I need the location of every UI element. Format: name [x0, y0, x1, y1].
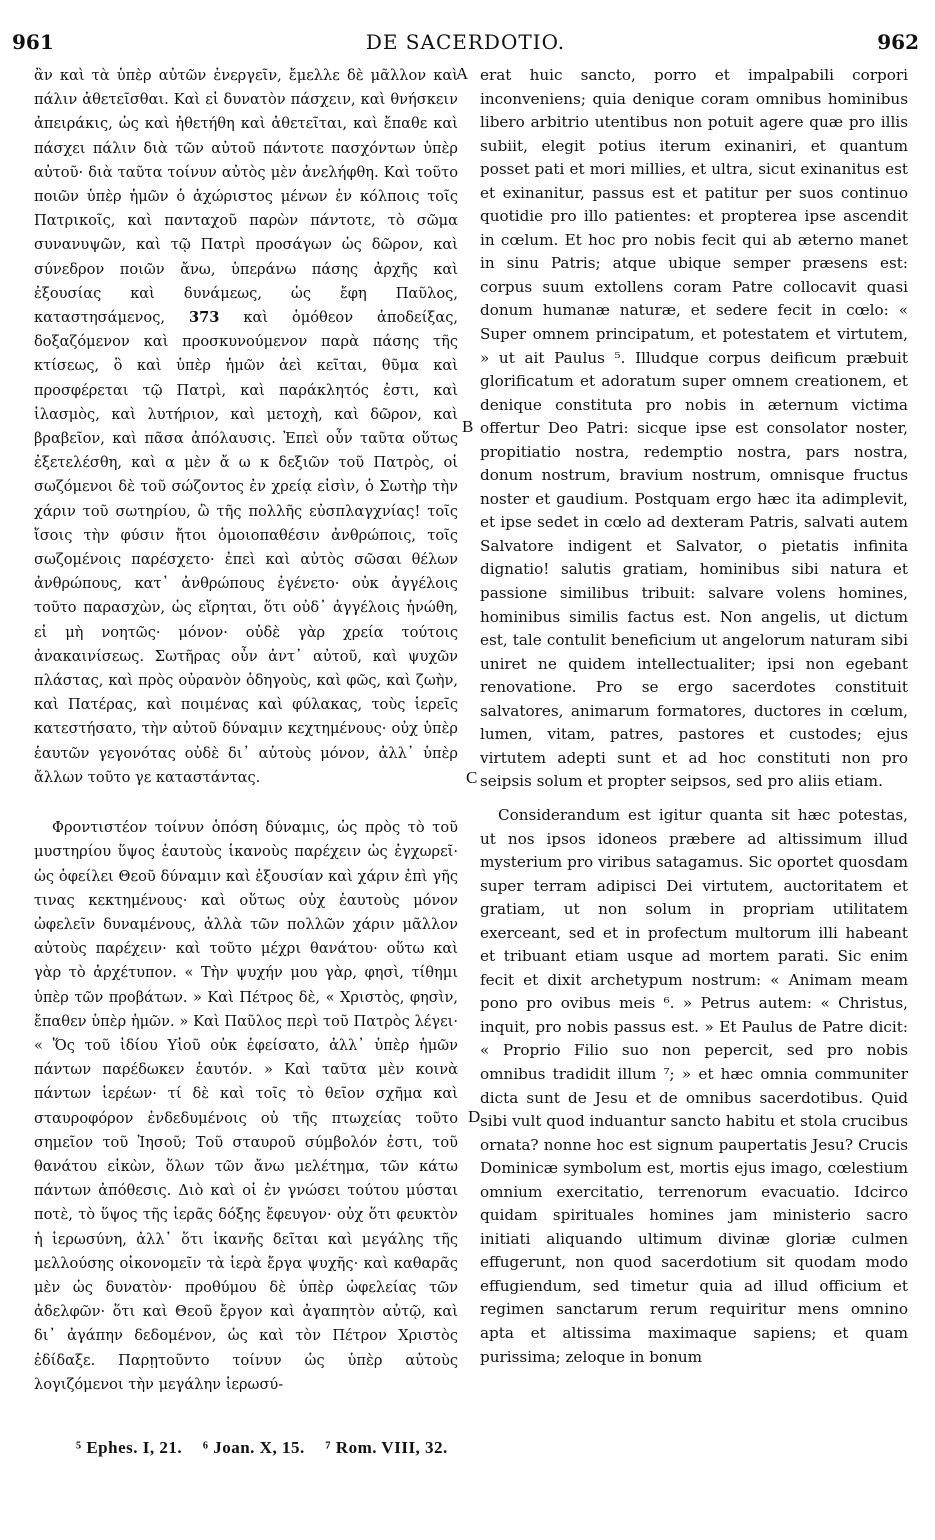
greek-column [34, 64, 458, 1397]
page-number-right: 962 [877, 30, 919, 54]
running-header [8, 30, 923, 60]
latin-paragraph-1: erat huic sancto, porro et impalpabili corpori inconveniens; quia denique coram omnibus hominibus libero arbitrio utentibus non potuit agere quæ pro illis subiit, elegit potius iterum exinaniri, et quantum posset pati et mori millies, et ultra, sicut exinanitus est et exinanitur, passus est et patitur per suos continuo quotidie pro illo patientes: et propterea ipse ascendit in cœlum. Et hoc pro nobis fecit qui ab æterno manet in sinu Patris; atque ubique semper præsens est: corpus suum extollens coram Patre collocavit quasi donum humanæ naturæ, et sedere fecit in cœlo: « Super omnem principatum, et potestatem et virtutem, » ut ait Paulus ⁵. Illudque corpus deificum præbuit glorificatum et adoratum super omnem creationem, et denique constituta pro nobis in æternum victima offertur Deo Patri: sicque ipse est consolator noster, propitiatio nostra, redemptio nostra, pars nostra, donum nostrum, bravium nostrum, omnisque fructus noster et gaudium. Postquam ergo hæc ita adimplevit, et ipse sedet in cœlo ad dexteram Patris, salvati autem Salvatore indigent et Salvator, o pietatis infinita dignatio! salutis gratiam, hominibus sibi natura et passione similibus tribuit: salvare volens homines, hominibus similis factus est. Non angelis, ut dictum est, tale contulit beneficium ut angelorum naturam sibi uniret ne quidem intellectualiter; ipsi non egebant renovatione. Pro se ergo sacerdotes constituit salvatores, animarum formatores, ductores in cœlum, lumen, vitam, patres, pastores et custodes; ejus virtutem adepti sunt et ad hoc constituti non pro seipsis solum et propter seipsos, sed pro aliis etiam. [480, 66, 908, 791]
latin-column [480, 64, 908, 1369]
footnote-7: ⁷ Rom. VIII, 32. [325, 1438, 448, 1457]
section-marker-b: B [462, 417, 474, 436]
greek-paragraph-1 [34, 64, 458, 790]
section-marker-a: A [456, 64, 469, 83]
greek-text-1a: ἂν καὶ τὰ ὑπὲρ αὐτῶν ἐνεργεῖν, ἔμελλε δὲ μᾶλλον καὶ πάλιν ἀθετεῖσθαι. Καὶ εἰ δυνατὸν πάσχειν, καὶ θνήσκειν ἀπειράκις, ὡς καὶ ἠθετήθη καὶ ἀθετεῖται, καὶ ἔπαθε καὶ πάσχει πάλιν διὰ τῶν αὐτοῦ πάντοτε πασχόντων ὑπὲρ αὐτοῦ· διὰ ταῦτα τοίνυν αὐτὸς μὲν ἀνελήφθη. Καὶ τοῦτο ποιῶν ὑπὲρ ἡμῶν ὁ ἀχώριστος μένων ἐν κόλποις τοῖς Πατρικοῖς, καὶ πανταχοῦ παρὼν πάντοτε, τὸ σῶμα συνανυψῶν, καὶ τῷ Πατρὶ προσάγων ὡς δῶρον, καὶ σύνεδρον ποιῶν ἄνω, ὑπεράνω πάσης ἀρχῆς καὶ ἐξουσίας καὶ δυνάμεως, ὡς ἔφη Παῦλος, καταστησάμενος, [34, 67, 458, 327]
running-title: DE SACERDOTIO. [365, 30, 566, 54]
page-number-left: 961 [12, 30, 54, 54]
section-marker-d: D [468, 1107, 481, 1126]
footnote-6: ⁶ Joan. X, 15. [202, 1438, 305, 1457]
greek-paragraph-2: Φροντιστέον τοίνυν ὁπόση δύναμις, ὡς πρὸς τὸ τοῦ μυστηρίου ὕψος ἑαυτοὺς ἱκανοὺς παρέχειν ὡς ἐγχωρεῖ· ὡς ὀφείλει Θεοῦ δύναμιν καὶ ἐξουσίαν καὶ χάριν ἐπὶ γῆς τινας κεκτημένους· καὶ οὕτως οὐχ ἑαυτοὺς μόνον ὠφελεῖν δυναμένους, ἀλλὰ τῶν πολλῶν χάριν μᾶλλον αὐτοὺς παρέχειν· καὶ τοῦτο μέχρι θανάτου· οὕτω καὶ γὰρ τὸ ἀρχέτυπον. « Τὴν ψυχήν μου γὰρ, φησὶ, τίθημι ὑπὲρ τῶν προβάτων. » Καὶ Πέτρος δὲ, « Χριστὸς, φησὶν, ἔπαθεν ὑπὲρ ἡμῶν. » Καὶ Παῦλος περὶ τοῦ Πατρὸς λέγει· « Ὅς τοῦ ἰδίου Υἱοῦ οὐκ ἐφείσατο, ἀλλ᾽ ὑπὲρ ἡμῶν πάντων παρέδωκεν ἑαυτόν. » Καὶ ταῦτα μὲν κοινὰ πάντων ἱερέων· τί δὲ καὶ τοῖς τὸ θεῖον σχῆμα καὶ σταυροφόρον ἐνδεδυμένοις οὐ τῆς πτωχείας τοῦτο σημεῖον τοῦ Ἰησοῦ; Τοῦ σταυροῦ σύμβολόν ἐστι, τοῦ θανάτου εἰκὼν, ὅλων τῶν ἄνω μελέτημα, τῶν κάτω πάντων ἀπόθεσις. Διὸ καὶ οἱ ἐν γνώσει τούτου μύσται ποτὲ, τὸ ὕψος τῆς ἱερᾶς δόξης ἔφευγον· οὐχ ὅτι φευκτὸν ἡ ἱερωσύνη, ἀλλ᾽ ὅτι ἱκανῆς δεῖται καὶ μεγάλης τῆς μελλούσης οἰκονομεῖν τὰ ἱερὰ ἔργα ψυχῆς· καὶ καθαρᾶς μὲν ὡς δυνατὸν· προθύμου δὲ ὑπὲρ ὠφελείας τῶν ἀδελφῶν· ὅτι καὶ Θεοῦ ἔργον καὶ ἀγαπητὸν αὐτῷ, καὶ δι᾽ ἀγάπην δεδομένον, ὡς καὶ τὸν Πέτρον Χριστὸς ἐδίδαξε. Παρῃτοῦντο τοίνυν ὡς ὑπὲρ αὐτοὺς λογιζόμενοι τὴν μεγάλην ἱερωσύ- [34, 819, 458, 1393]
footnotes [76, 1438, 464, 1458]
latin-paragraph-2: Considerandum est igitur quanta sit hæc potestas, ut nos ipsos idoneos præbere ad altissimum illud mysterium pro viribus satagamus. Sic oportet quosdam super terram adipisci Dei virtutem, auctoritatem et gratiam, ut non solum in propriam utilitatem exerceant, sed et in profectum multorum illi habeant et tribuant etiam usque ad mortem parati. Sic enim fecit et dixit archetypum nostrum: « Animam meam pono pro ovibus meis ⁶. » Petrus autem: « Christus, inquit, pro nobis passus est. » Et Paulus de Patre dicit: « Proprio Filio suo non pepercit, sed pro nobis omnibus tradidit illum ⁷; » et hæc omnia communiter dicta sunt de Jesu et de omnibus sacerdotibus. Quid sibi vult quod induantur sancto habitu et stola crucibus ornata? nonne hoc est signum paupertatis Jesu? Crucis Dominicæ symbolum est, mortis ejus imago, cœlestium omnium exercitatio, terrenorum evacuatio. Idcirco quidam spirituales homines jam ministerio sacro initiati aliquando ultimum divinæ gloriæ culmen effugerunt, non quod sacerdotium sit quodam modo effugiendum, sed timetur quia ad illud officium et regimen sanctarum rerum requiritur mens omnino apta et altissima maximaque sapiens; et quam purissima; zeloque in bonum [480, 805, 908, 1366]
greek-text-1b: καὶ ὁμόθεον ἀποδείξας, δοξαζόμενον καὶ προσκυνούμενον παρὰ πάσης τῆς κτίσεως, ὃ καὶ ὑπὲρ ἡμῶν ἀεὶ κεῖται, θῦμα καὶ προσφέρεται τῷ Πατρὶ, καὶ παράκλητός ἐστι, καὶ ἱλασμὸς, καὶ λυτήριον, καὶ μετοχὴ, καὶ δῶρον, καὶ βραβεῖον, καὶ πᾶσα ἀπόλαυσις. Ἐπεὶ οὖν ταῦτα οὕτως ἐξετελέσθη, καὶ α μὲν ἄ ω κ δεξιῶν τοῦ Πατρὸς, οἱ σωζόμενοι δὲ τοῦ σώζοντος ἐν χρείᾳ εἰσὶν, ὁ Σωτὴρ τὴν χάριν τοῦ σωτηρίου, ὢ τῆς πολλῆς εὐσπλαγχνίας! τοῖς ἴσοις τὴν φύσιν ἤτοι ὁμοιοπαθέσιν ἀνθρώποις, τοῖς σωζομένοις παρέσχετο· ἐπεὶ καὶ αὐτὸς σῶσαι θέλων ἀνθρώπους, κατ᾽ ἀνθρώπους ἐγένετο· οὐκ ἀγγέλοις τοῦτο παρασχὼν, ὡς εἴρηται, ὅτι οὐδ᾽ ἀγγέλοις ἡνώθη, εἰ μὴ νοητῶς· μόνον· οὐδὲ γὰρ χρεία τούτοις ἀνακαινίσεως. Σωτῆρας οὖν ἀντ᾽ αὐτοῦ, καὶ ψυχῶν πλάστας, καὶ πρὸς οὐρανὸν ὁδηγοὺς, καὶ φῶς, καὶ ζωὴν, καὶ Πατέρας, καὶ ποιμένας καὶ φύλακας, τοὺς ἱερεῖς κατεστήσατο, τὴν αὐτοῦ δύναμιν κεχτημένους· οὐχ ὑπὲρ ἑαυτῶν γεγονότας οὐδὲ δι᾽ αὐτοὺς μόνον, ἀλλ᾽ ὑπὲρ ἄλλων τοῦτο γε καταστάντας. [34, 309, 459, 786]
footnote-5: ⁵ Ephes. I, 21. [76, 1438, 183, 1457]
section-marker-c: C [466, 768, 478, 787]
column-number-373: 373 [188, 309, 220, 327]
